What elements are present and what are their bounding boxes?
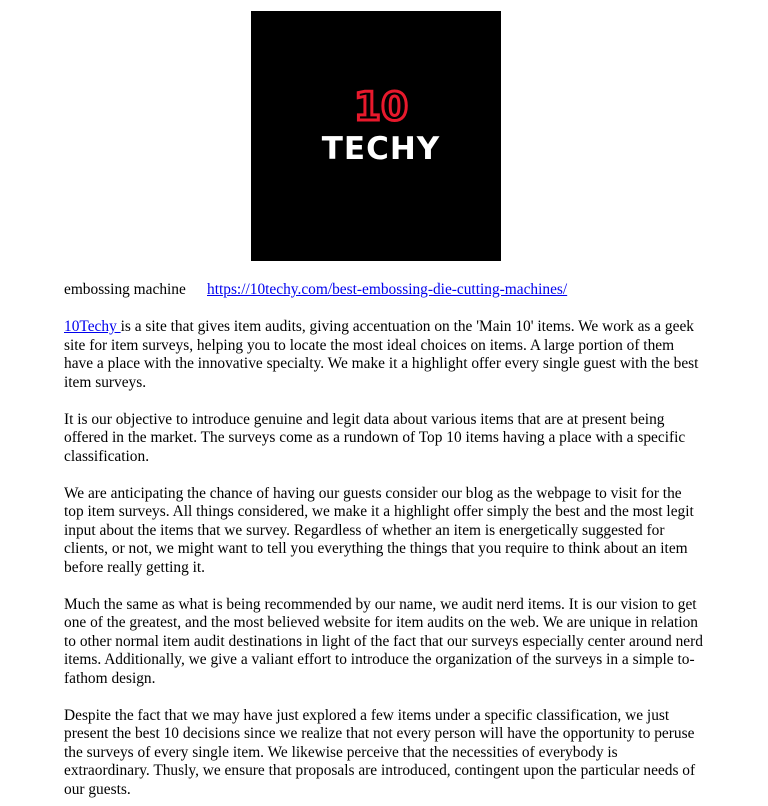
site-name-link[interactable]: 10Techy [64,318,121,335]
paragraph-intro-text: is a site that gives item audits, giving accentuation on the 'Main 10' items. We work as a geek site for item surveys, helping you to locate the most ideal choices on items. A large portion of them have a place with the innovative specialty. We make it a highlight offer every single guest with the best item surveys. [64,318,699,391]
logo-number: 10 [353,85,409,130]
article-body [64,281,704,799]
site-logo [251,11,501,261]
paragraph-objective: It is our objective to introduce genuine and legit data about various items that are at present being offered in the market. The surveys come as a rundown of Top 10 items having a place with a specific classification. [64,410,686,465]
paragraph-decisions: Despite the fact that we may have just explored a few items under a specific classification, we just present the best 10 decisions since we realize that not every person will have the opportunity to peruse the surveys of every single item. We likewise perceive that the necessities of everybody is extraordinary. Thusly, we ensure that proposals are introduced, contingent upon the particular needs of our guests. [64,706,696,798]
article-url-link[interactable]: https://10techy.com/best-embossing-die-cutting-machines/ [207,281,568,298]
paragraph-anticipation: We are anticipating the chance of having our guests consider our blog as the webpage to visit for the top item surveys. All things considered, we make it a highlight offer simply the best and the most legit input about the items that we survey. Regardless of whether an item is energetically suggested for clients, or not, we might want to tell you everything the things that you require to think about an item before really getting it. [64,484,694,576]
keyword-link-line [64,281,704,300]
logo-graphic [251,11,501,261]
logo-wordmark: TECHY [321,131,441,167]
keyword-text: embossing machine [64,281,186,298]
paragraph-intro [64,318,704,392]
paragraph-vision: Much the same as what is being recommended by our name, we audit nerd items. It is our vision to get one of the greatest, and the most believed website for item audits on the web. We are unique in relation to other normal item audit destinations in light of the fact that our surveys especially center around nerd items. Additionally, we give a valiant effort to introduce the organization of the surveys in a simple to-fathom design. [64,595,703,687]
